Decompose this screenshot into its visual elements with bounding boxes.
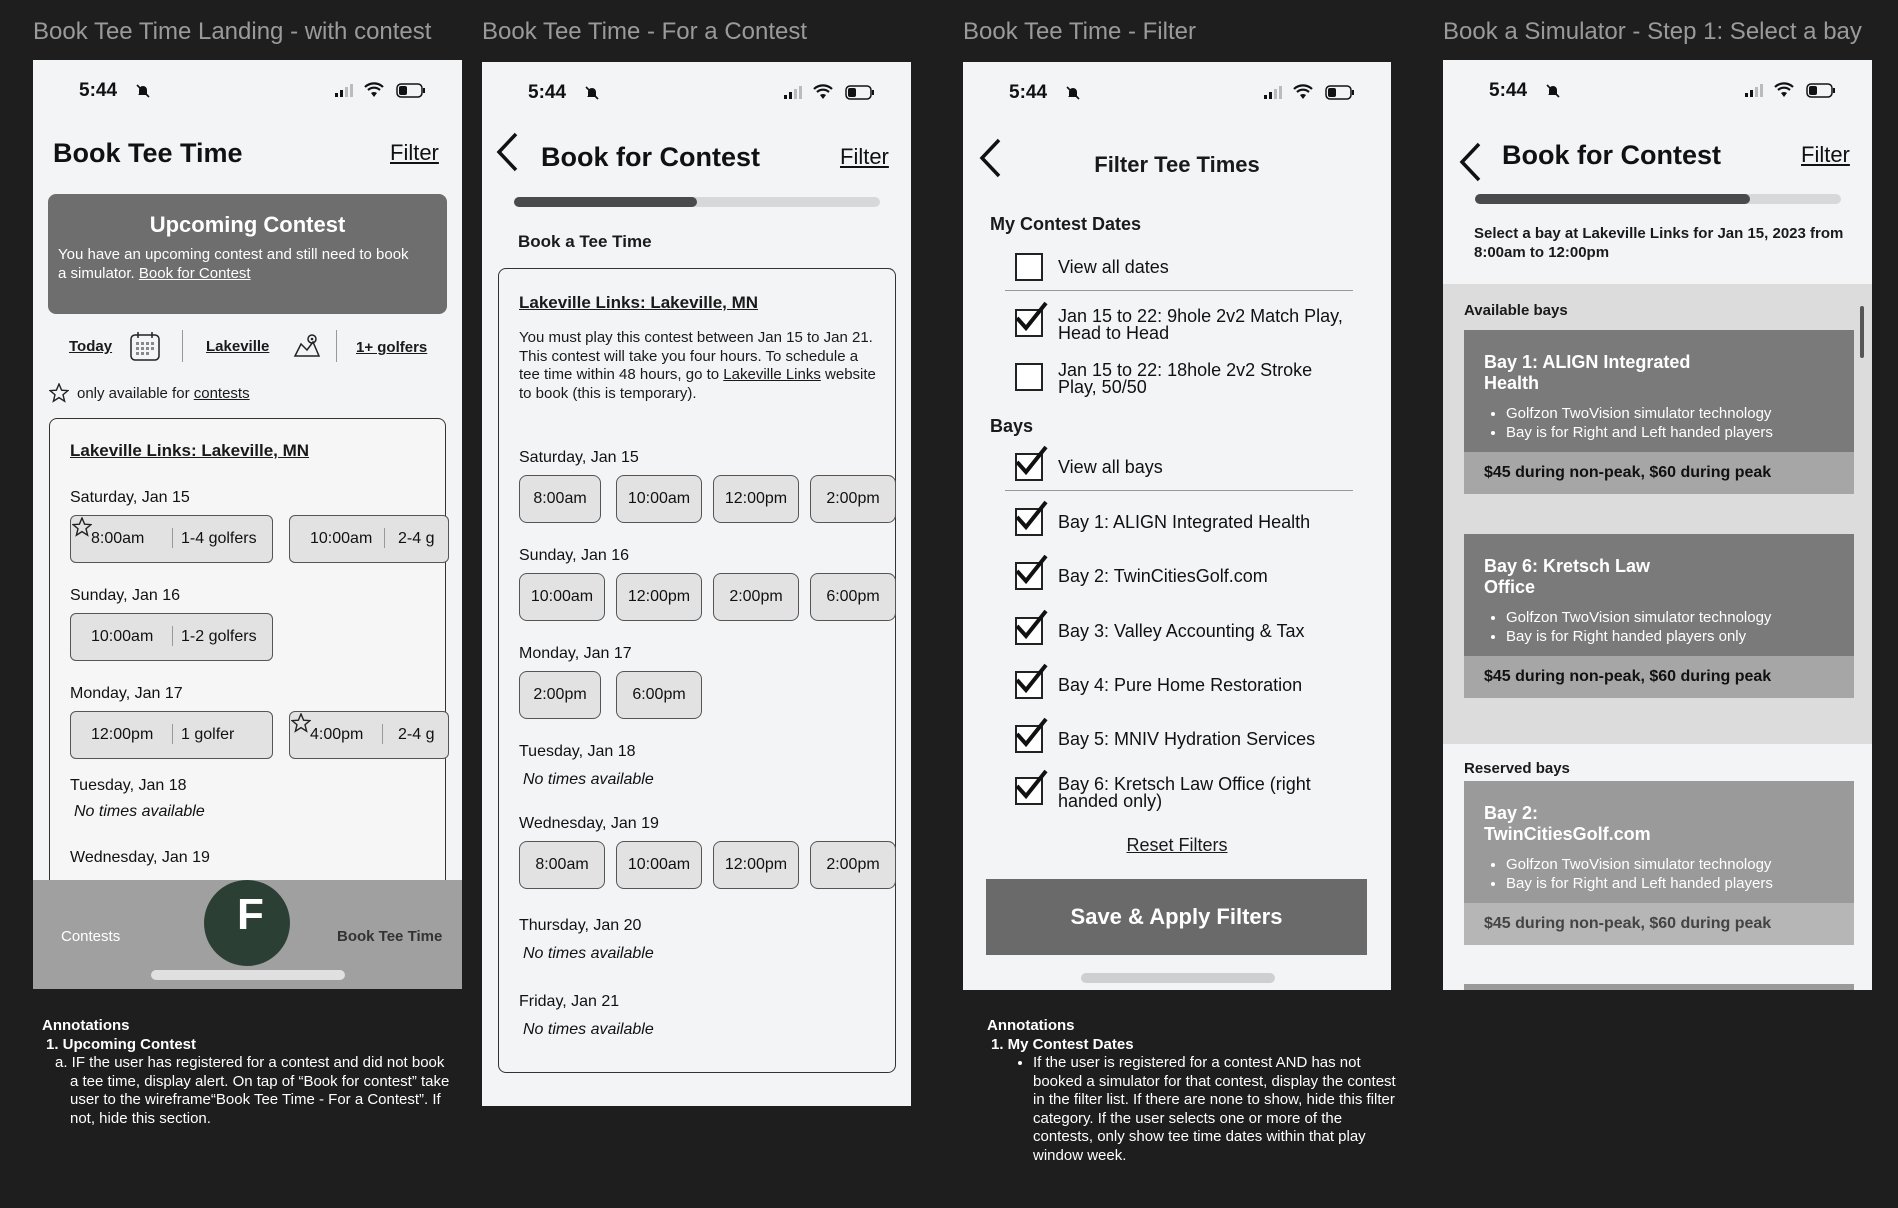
bay-feature: • Golfzon TwoVision simulator technology [1506, 855, 1834, 874]
frame-title-simulator: Book a Simulator - Step 1: Select a bay [1443, 18, 1862, 45]
home-logo-button[interactable] [204, 880, 290, 966]
slot-golfers: 2-4 g [398, 530, 435, 547]
checkbox-label: View all dates [1058, 257, 1169, 277]
slot-time: 10:00am [91, 628, 154, 645]
page-title: Filter Tee Times [1094, 152, 1260, 177]
chip-divider [182, 330, 183, 362]
phone-filter [963, 62, 1391, 990]
day-label: Tuesday, Jan 18 [519, 743, 636, 760]
filter-link[interactable]: Filter [1801, 142, 1850, 167]
time-slot[interactable]: 2:00pm [713, 573, 799, 621]
filter-link[interactable]: Filter [840, 144, 889, 169]
time-slot[interactable]: 8:00am [519, 841, 605, 889]
day-label: Thursday, Jan 20 [519, 917, 642, 934]
progress-fill [514, 197, 697, 207]
bell-off-icon [136, 84, 150, 98]
bay-name: Bay 6: Kretsch Law Office [1484, 556, 1651, 597]
signal-icon [334, 84, 354, 98]
annotation-heading: Annotations [42, 1017, 130, 1034]
checkbox-label: Bay 1: ALIGN Integrated Health [1058, 512, 1311, 532]
checkmark-icon [1014, 553, 1048, 585]
checkmark-icon [1014, 716, 1048, 748]
day-label: Tuesday, Jan 18 [70, 777, 187, 794]
filter-link[interactable]: Filter [390, 140, 439, 165]
wifi-icon [813, 84, 833, 100]
checkbox-label: Jan 15 to 22: 9hole 2v2 Match Play, Head to Head [1058, 306, 1343, 343]
time-slot[interactable] [70, 613, 273, 661]
section-header: Bays [990, 416, 1034, 436]
checkmark-icon [1014, 662, 1048, 694]
time-slot[interactable]: 12:00pm [616, 573, 702, 621]
page-title: Book Tee Time [53, 138, 243, 168]
star-icon [72, 517, 92, 537]
day-label: Sunday, Jan 16 [519, 547, 630, 564]
slot-time: 4:00pm [310, 726, 364, 743]
bay-feature: • Bay is for Right handed players only [1506, 627, 1834, 646]
time-slot[interactable]: 2:00pm [519, 671, 601, 719]
frame-title-landing: Book Tee Time Landing - with contest [33, 18, 432, 45]
bay-feature: • Golfzon TwoVision simulator technology [1506, 404, 1834, 423]
status-bar [963, 80, 1391, 110]
checkmark-icon [1014, 444, 1048, 476]
annotation-text: • If the user is registered for a contest AND has not booked a simulator for that contest, display the contest in the filter list. If there are none to show, hide this filter category. If the user selects one or more of the contests, only show tee time dates within that play window week. [1033, 1054, 1397, 1165]
checkbox[interactable] [1015, 253, 1043, 281]
annotation-text: a. IF the user has registered for a contest and did not book a tee time, display alert. On tap of “Book for contest” take user to the wireframe“Book Tee Time - For a Contest”. If not, hide this section. [55, 1054, 450, 1127]
time-slot[interactable]: 6:00pm [616, 671, 702, 719]
bay-price: $45 during non-peak, $60 during peak [1464, 903, 1854, 945]
course-name[interactable]: Lakeville Links: Lakeville, MN [70, 441, 310, 460]
bay-card[interactable] [1464, 534, 1854, 698]
map-pin-icon[interactable] [293, 332, 321, 358]
chip-today[interactable]: Today [69, 338, 113, 355]
day-label: Wednesday, Jan 19 [519, 815, 659, 832]
page-title: Book for Contest [1502, 140, 1721, 170]
status-bar [1443, 78, 1872, 108]
wifi-icon [1293, 84, 1313, 100]
checkbox[interactable] [1015, 363, 1043, 391]
day-label: Wednesday, Jan 19 [70, 849, 210, 866]
status-time: 5:44 [1489, 80, 1528, 101]
progress-track [514, 197, 880, 207]
battery-icon [396, 83, 426, 98]
bay-card-reserved [1464, 781, 1854, 945]
no-times-text: No times available [523, 771, 654, 788]
time-slot[interactable] [289, 515, 449, 563]
nav-book-tee-time[interactable]: Book Tee Time [337, 928, 443, 945]
phone-simulator [1443, 60, 1872, 990]
section-subtitle: Book a Tee Time [518, 232, 652, 251]
home-indicator [1081, 973, 1275, 983]
chip-golfers[interactable]: 1+ golfers [356, 339, 428, 356]
bay-name: Bay 2: TwinCitiesGolf.com [1484, 803, 1651, 844]
section-header: Reserved bays [1464, 760, 1570, 777]
contests-link[interactable]: contests [193, 385, 250, 402]
day-label: Saturday, Jan 15 [70, 489, 190, 506]
checkbox-label: Bay 3: Valley Accounting & Tax [1058, 621, 1305, 641]
checkbox-label: View all bays [1058, 457, 1163, 477]
day-label: Monday, Jan 17 [519, 645, 632, 662]
alert-title: Upcoming Contest [149, 212, 346, 237]
home-indicator [151, 970, 345, 980]
battery-icon [845, 85, 875, 100]
checkbox-label: Bay 4: Pure Home Restoration [1058, 675, 1303, 695]
bottom-nav [33, 880, 462, 989]
back-chevron-icon[interactable] [1457, 140, 1483, 184]
time-slot[interactable]: 10:00am [519, 573, 605, 621]
progress-fill [1475, 194, 1750, 204]
progress-track [1475, 194, 1841, 204]
reset-filters-link[interactable]: Reset Filters [1126, 835, 1228, 855]
course-card [498, 268, 896, 1073]
star-icon [49, 383, 69, 403]
bay-price: $45 during non-peak, $60 during peak [1464, 452, 1854, 494]
divider [1005, 290, 1353, 291]
day-label: Saturday, Jan 15 [519, 449, 639, 466]
checkmark-icon [1014, 608, 1048, 640]
checkmark-icon [1014, 300, 1048, 332]
star-note: only available for [77, 385, 194, 402]
checkbox-label: Bay 5: MNIV Hydration Services [1058, 729, 1316, 749]
status-time: 5:44 [528, 82, 567, 103]
signal-icon [1744, 84, 1764, 98]
scrollbar[interactable] [1860, 306, 1864, 358]
section-header: My Contest Dates [990, 214, 1142, 234]
bell-off-icon [1546, 84, 1560, 98]
bay-feature: • Bay is for Right and Left handed players [1506, 874, 1834, 893]
time-slot[interactable]: 12:00pm [713, 475, 799, 523]
contest-description-end: website to book (this is temporary). [519, 366, 876, 402]
calendar-icon[interactable] [129, 330, 161, 362]
checkmark-icon [1014, 768, 1048, 800]
status-bar [33, 78, 462, 108]
bell-off-icon [1066, 86, 1080, 100]
contest-description: You must play this contest between Jan 15 to Jan 21. This contest will take you four hours. To schedule a tee time within 48 hours, go to [519, 329, 873, 383]
frame-title-contest: Book Tee Time - For a Contest [482, 18, 808, 45]
day-label: Monday, Jan 17 [70, 685, 183, 702]
frame-title-filter: Book Tee Time - Filter [963, 18, 1196, 45]
slot-golfers: 1-2 golfers [181, 628, 257, 645]
slot-golfers: 1-4 golfers [181, 530, 257, 547]
slot-golfers: 1 golfer [181, 726, 235, 743]
course-card [49, 418, 446, 918]
day-label: Sunday, Jan 16 [70, 587, 181, 604]
time-slot[interactable]: 12:00pm [713, 841, 799, 889]
lakeville-links-link[interactable]: Lakeville Links [723, 366, 821, 383]
back-chevron-icon[interactable] [494, 130, 520, 174]
battery-icon [1325, 85, 1355, 100]
bay-feature: • Golfzon TwoVision simulator technology [1506, 608, 1834, 627]
annotation-heading: Annotations [987, 1017, 1075, 1034]
upcoming-contest-alert [48, 194, 447, 314]
time-slot[interactable] [70, 711, 273, 759]
status-bar [482, 80, 911, 110]
time-slot[interactable]: 10:00am [616, 475, 702, 523]
time-slot[interactable] [289, 711, 449, 759]
checkbox-label: Jan 15 to 22: 18hole 2v2 Stroke Play, 50/50 [1058, 360, 1313, 397]
alert-text: You have an upcoming contest and still need to book a simulator. [58, 246, 409, 282]
time-slot[interactable] [70, 515, 273, 563]
annotation-item: 1. Upcoming Contest [46, 1035, 197, 1053]
battery-icon [1806, 83, 1836, 98]
bay-card-next [1464, 984, 1854, 990]
bay-name: Bay 1: ALIGN Integrated Health [1484, 352, 1691, 393]
annotation-item: 1. My Contest Dates [991, 1035, 1134, 1053]
wifi-icon [1774, 82, 1794, 98]
slot-time: 8:00am [91, 530, 145, 547]
course-name[interactable]: Lakeville Links: Lakeville, MN [519, 293, 759, 312]
bay-price: $45 during non-peak, $60 during peak [1464, 656, 1854, 698]
status-time: 5:44 [1009, 82, 1048, 103]
no-times-text: No times available [523, 1021, 654, 1038]
annotation-block [987, 1017, 1397, 1165]
checkmark-icon [1014, 499, 1048, 531]
bell-off-icon [585, 86, 599, 100]
star-icon [291, 713, 311, 733]
checkbox-label: Bay 2: TwinCitiesGolf.com [1058, 566, 1268, 586]
no-times-text: No times available [74, 803, 205, 820]
chip-location[interactable]: Lakeville [206, 338, 270, 355]
phone-contest [482, 62, 911, 1106]
signal-icon [783, 86, 803, 100]
section-subtitle: Select a bay at Lakeville Links for Jan 15, 2023 from 8:00am to 12:00pm [1474, 225, 1844, 261]
bay-feature: • Bay is for Right and Left handed players [1506, 423, 1834, 442]
time-slot[interactable]: 10:00am [616, 841, 702, 889]
available-bays-section [1443, 284, 1872, 744]
no-times-text: No times available [523, 945, 654, 962]
bay-card[interactable] [1464, 330, 1854, 494]
wifi-icon [364, 82, 384, 98]
page-title: Book for Contest [541, 142, 760, 172]
slot-golfers: 2-4 g [398, 726, 435, 743]
time-slot[interactable]: 8:00am [519, 475, 601, 523]
logo-letter: F [237, 890, 264, 939]
time-slot[interactable]: 6:00pm [810, 573, 896, 621]
slot-time: 12:00pm [91, 726, 154, 743]
phone-landing [33, 60, 462, 989]
nav-contests[interactable]: Contests [61, 928, 121, 945]
book-for-contest-link[interactable]: Book for Contest [138, 265, 251, 282]
divider [1005, 490, 1353, 491]
status-time: 5:44 [79, 80, 118, 101]
checkbox-label: Bay 6: Kretsch Law Office (right handed only) [1058, 774, 1311, 811]
slot-time: 10:00am [310, 530, 373, 547]
time-slot[interactable]: 2:00pm [810, 841, 896, 889]
time-slot[interactable]: 2:00pm [810, 475, 896, 523]
chip-divider [336, 330, 337, 362]
signal-icon [1263, 86, 1283, 100]
section-header: Available bays [1464, 302, 1568, 319]
save-apply-filters-button[interactable]: Save & Apply Filters [986, 879, 1367, 955]
annotation-block [42, 1017, 462, 1128]
day-label: Friday, Jan 21 [519, 993, 620, 1010]
